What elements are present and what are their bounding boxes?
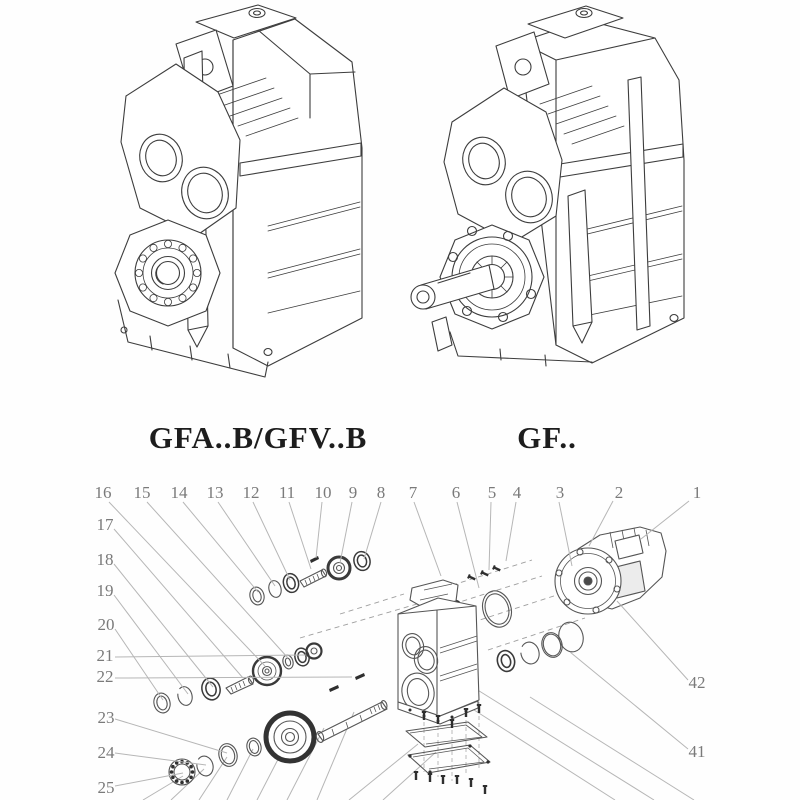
caption-gfa-series: GFA..B/GFV..B	[148, 420, 368, 455]
part-number-9: 9	[348, 483, 358, 502]
gearbox-drawing-gfa	[115, 5, 362, 377]
part-number-3: 3	[555, 483, 565, 502]
leader-line-20	[115, 629, 163, 700]
part-number-13: 13	[206, 483, 224, 502]
leader-line-9	[340, 502, 352, 563]
part-number-23: 23	[97, 708, 115, 727]
part-number-6: 6	[451, 483, 461, 502]
part-number-7: 7	[408, 483, 418, 502]
flange-gasket	[478, 587, 516, 631]
leader-line-15	[147, 502, 288, 658]
part-number-16: 16	[94, 483, 112, 502]
part-number-11: 11	[278, 483, 296, 502]
leader-line-21	[115, 655, 306, 657]
motor-flange	[555, 548, 621, 614]
leader-line-16	[109, 502, 265, 666]
leader-line-24	[115, 753, 206, 765]
input-gear	[328, 557, 350, 579]
leader-line-25	[115, 773, 183, 786]
key	[329, 685, 339, 692]
key	[355, 673, 365, 680]
part-number-22: 22	[96, 667, 114, 686]
motor	[555, 527, 666, 614]
part-number-25: 25	[97, 778, 115, 797]
leader-line-41	[570, 652, 688, 749]
intermediate-gear	[253, 657, 281, 685]
output-shaft-assembly	[169, 700, 388, 785]
key	[310, 556, 319, 563]
part-number-41: 41	[688, 742, 706, 761]
part-number-12: 12	[242, 483, 260, 502]
output-shaft	[315, 700, 388, 743]
output-gear	[266, 713, 314, 761]
part-number-4: 4	[512, 483, 522, 502]
intermediate-shaft-assembly	[152, 644, 365, 715]
leader-line-23	[115, 719, 227, 753]
part-number-14: 14	[170, 483, 188, 502]
part-number-19: 19	[96, 581, 114, 600]
leader-line-10	[316, 502, 322, 558]
leader-line-11	[289, 502, 311, 569]
exploded-view	[143, 527, 694, 800]
leader-line-22	[115, 677, 352, 678]
input-shaft-assembly	[248, 550, 372, 607]
gearbox-drawing-gf	[411, 6, 684, 366]
gear-housing	[398, 580, 479, 724]
leader-line-7	[414, 502, 441, 576]
part-number-21: 21	[96, 646, 114, 665]
leader-line-12	[253, 502, 290, 580]
part-number-10: 10	[314, 483, 332, 502]
part-number-15: 15	[133, 483, 151, 502]
output-flange-and-shaft	[411, 225, 544, 329]
leader-line-6	[457, 502, 479, 588]
leader-line-8	[364, 502, 381, 559]
output-bearing-boss	[115, 220, 220, 326]
leader-line-5	[489, 502, 491, 570]
leader-line-42	[617, 601, 688, 680]
oil-pan	[406, 722, 490, 774]
part-number-42: 42	[688, 673, 706, 692]
leader-line-14	[183, 502, 258, 592]
part-number-18: 18	[96, 550, 114, 569]
leader-line-1	[641, 501, 689, 539]
leader-line-4	[506, 502, 516, 561]
part-number-2: 2	[614, 483, 624, 502]
part-number-5: 5	[487, 483, 497, 502]
part-number-1: 1	[692, 483, 702, 502]
part-number-24: 24	[97, 743, 115, 762]
part-number-17: 17	[96, 515, 114, 534]
leader-line-13	[218, 502, 275, 586]
caption-gf-series: GF..	[517, 420, 577, 455]
part-number-8: 8	[376, 483, 386, 502]
part-number-20: 20	[97, 615, 115, 634]
output-side-rings	[495, 619, 586, 673]
